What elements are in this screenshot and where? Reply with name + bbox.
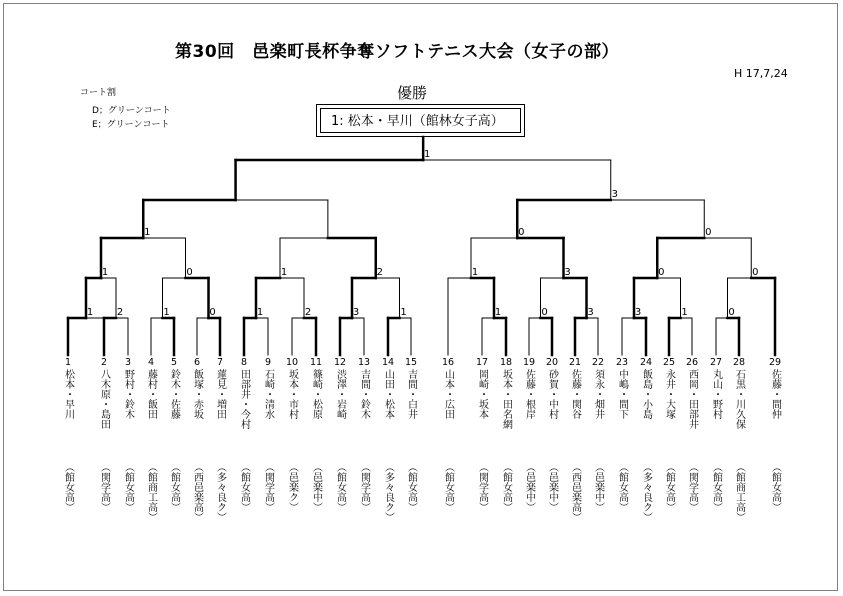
match-score: 2 — [304, 307, 312, 318]
player-entry — [261, 356, 275, 512]
player-name: 山田・松本 — [382, 369, 394, 419]
player-entry — [97, 356, 111, 512]
player-entry — [404, 356, 418, 512]
match-score: 1 — [494, 307, 502, 318]
player-name: 田部井・今村 — [238, 369, 250, 429]
player-school: （関学高） — [686, 462, 698, 512]
player-entry — [615, 356, 629, 512]
player-name: 八木原・島田 — [98, 369, 110, 429]
match-score: 0 — [209, 307, 216, 318]
player-number: 13 — [357, 357, 371, 368]
player-name: 坂本・市村 — [286, 369, 298, 419]
player-school: （館女高） — [442, 462, 454, 512]
player-number: 17 — [475, 357, 489, 368]
player-number: 4 — [147, 357, 155, 368]
player-name: 鈴木・佐藤 — [168, 369, 180, 419]
player-name: 坂本・田名網 — [500, 369, 512, 429]
match-score: 1 — [423, 149, 431, 160]
player-school: （館女高） — [616, 462, 628, 512]
player-entry — [167, 356, 181, 512]
player-school: （館商工高） — [733, 462, 745, 522]
player-entry — [333, 356, 347, 512]
player-entry — [568, 356, 582, 522]
player-name: 岡崎・坂本 — [476, 369, 488, 419]
player-school: （多々良ク） — [382, 462, 394, 522]
player-entry — [522, 356, 536, 512]
player-number: 21 — [568, 357, 582, 368]
page-title: 第30回 邑楽町長杯争奪ソフトテニス大会（女子の部） — [175, 42, 619, 62]
match-score: 0 — [658, 267, 665, 278]
player-entry — [309, 356, 323, 512]
player-school: （館女高） — [238, 462, 250, 512]
player-number: 6 — [193, 357, 201, 368]
player-entry — [732, 356, 746, 522]
player-school: （館女高） — [334, 462, 346, 512]
player-name: 渋澤・岩崎 — [334, 369, 346, 419]
player-number: 19 — [522, 357, 536, 368]
player-entry — [144, 356, 158, 522]
player-number: 12 — [333, 357, 347, 368]
match-score: 3 — [587, 307, 594, 318]
player-number: 27 — [709, 357, 723, 368]
player-school: （関学高） — [358, 462, 370, 512]
player-name: 飯塚・赤坂 — [191, 369, 203, 419]
player-school: （西邑楽高） — [569, 462, 581, 522]
champion-label: 優勝 — [397, 84, 428, 102]
player-entry — [768, 356, 782, 512]
player-name: 砂賀・中村 — [546, 369, 558, 419]
player-name: 蓮見・増田 — [214, 369, 226, 419]
player-name: 吉間・白井 — [405, 369, 417, 419]
match-score: 0 — [728, 307, 735, 318]
player-number: 5 — [170, 357, 178, 368]
player-number: 10 — [285, 357, 299, 368]
player-name: 佐藤・根岸 — [523, 369, 535, 419]
player-entry — [591, 356, 605, 512]
player-entry — [662, 356, 676, 512]
match-score: 1 — [86, 307, 94, 318]
player-name: 飯島・小島 — [640, 369, 652, 419]
champion-entry: 1: 松本・早川（館林女子高） — [320, 108, 521, 133]
player-number: 28 — [732, 357, 746, 368]
player-name: 丸山・野村 — [710, 369, 722, 419]
match-score: 2 — [116, 307, 124, 318]
player-school: （館女高） — [62, 462, 74, 512]
player-name: 中嶋・間下 — [616, 369, 628, 419]
player-number: 9 — [264, 357, 272, 368]
player-number: 26 — [685, 357, 699, 368]
match-score: 3 — [611, 189, 618, 200]
player-number: 1 — [64, 357, 72, 368]
player-name: 吉間・鈴木 — [358, 369, 370, 419]
player-number: 8 — [240, 357, 248, 368]
player-entry — [381, 356, 395, 522]
match-score: 2 — [376, 267, 383, 278]
court-row-d: D；グリーンコート — [92, 106, 171, 116]
player-number: 24 — [639, 357, 653, 368]
match-score: 0 — [186, 267, 193, 278]
player-school: （館女高） — [710, 462, 722, 512]
match-score: 1 — [681, 307, 688, 318]
player-entry — [709, 356, 723, 512]
player-school: （館女高） — [122, 462, 134, 512]
court-assignment-heading: コート割 — [80, 88, 117, 98]
player-name: 野村・鈴木 — [122, 369, 134, 419]
player-entry — [441, 356, 455, 512]
match-score: 1 — [280, 267, 288, 278]
match-score: 1 — [101, 267, 109, 278]
player-entry — [475, 356, 489, 512]
player-number: 11 — [309, 357, 323, 368]
match-score: 1 — [144, 227, 151, 238]
player-school: （館女高） — [663, 462, 675, 512]
player-school: （館商工高） — [145, 462, 157, 522]
match-score: 0 — [541, 307, 548, 318]
player-entry — [499, 356, 513, 512]
player-school: （多々良ク） — [214, 462, 226, 522]
player-name: 石黒・川久保 — [733, 369, 745, 429]
player-entry — [285, 356, 299, 512]
match-score: 1 — [163, 307, 170, 318]
player-name: 藤村・飯田 — [145, 369, 157, 419]
player-entry — [357, 356, 371, 512]
player-school: （関学高） — [476, 462, 488, 512]
player-school: （館女高） — [500, 462, 512, 512]
match-score: 1 — [471, 267, 479, 278]
player-school: （館女高） — [769, 462, 781, 512]
player-number: 2 — [100, 357, 108, 368]
match-score: 0 — [518, 227, 525, 238]
player-entry — [121, 356, 135, 512]
player-school: （関学高） — [98, 462, 110, 512]
player-name: 石崎・清水 — [262, 369, 274, 419]
player-number: 23 — [615, 357, 629, 368]
match-score: 3 — [634, 307, 642, 318]
player-name: 山本・広田 — [442, 369, 454, 419]
player-name: 西岡・田部井 — [686, 369, 698, 429]
player-number: 25 — [662, 357, 676, 368]
player-number: 15 — [404, 357, 418, 368]
player-number: 3 — [124, 357, 132, 368]
player-entry — [237, 356, 251, 512]
player-school: （西邑楽高） — [191, 462, 203, 522]
player-school: （多々良ク） — [640, 462, 652, 522]
player-name: 佐藤・間仲 — [769, 369, 781, 419]
match-score: 0 — [752, 267, 759, 278]
player-school: （邑楽中） — [310, 462, 322, 512]
player-school: （関学高） — [262, 462, 274, 512]
player-name: 永井・大塚 — [663, 369, 675, 419]
player-school: （館女高） — [405, 462, 417, 512]
player-entry — [190, 356, 204, 522]
court-row-e: E；グリーンコート — [92, 120, 170, 130]
player-school: （館女高） — [168, 462, 180, 512]
player-number: 29 — [768, 357, 782, 368]
player-school: （邑楽中） — [546, 462, 558, 512]
player-number: 18 — [499, 357, 513, 368]
player-number: 20 — [545, 357, 559, 368]
player-name: 篠崎・松原 — [310, 369, 322, 419]
player-entry — [213, 356, 227, 522]
match-score: 1 — [256, 307, 264, 318]
player-entry — [639, 356, 653, 522]
player-number: 7 — [216, 357, 224, 368]
match-score: 0 — [705, 227, 712, 238]
player-number: 14 — [381, 357, 395, 368]
player-entry — [545, 356, 559, 512]
player-name: 松本・早川 — [62, 369, 74, 419]
player-school: （邑楽中） — [592, 462, 604, 512]
tournament-date: H 17,7,24 — [734, 67, 788, 80]
player-school: （邑楽中） — [523, 462, 535, 512]
player-entry — [61, 356, 75, 512]
match-score: 1 — [400, 307, 407, 318]
match-score: 3 — [564, 267, 571, 278]
player-name: 須永・畑井 — [592, 369, 604, 419]
player-name: 佐藤・関谷 — [569, 369, 581, 419]
player-school: （邑楽ク） — [286, 462, 298, 512]
match-score: 3 — [352, 307, 360, 318]
player-number: 16 — [441, 357, 455, 368]
player-number: 22 — [591, 357, 605, 368]
player-entry — [685, 356, 699, 512]
